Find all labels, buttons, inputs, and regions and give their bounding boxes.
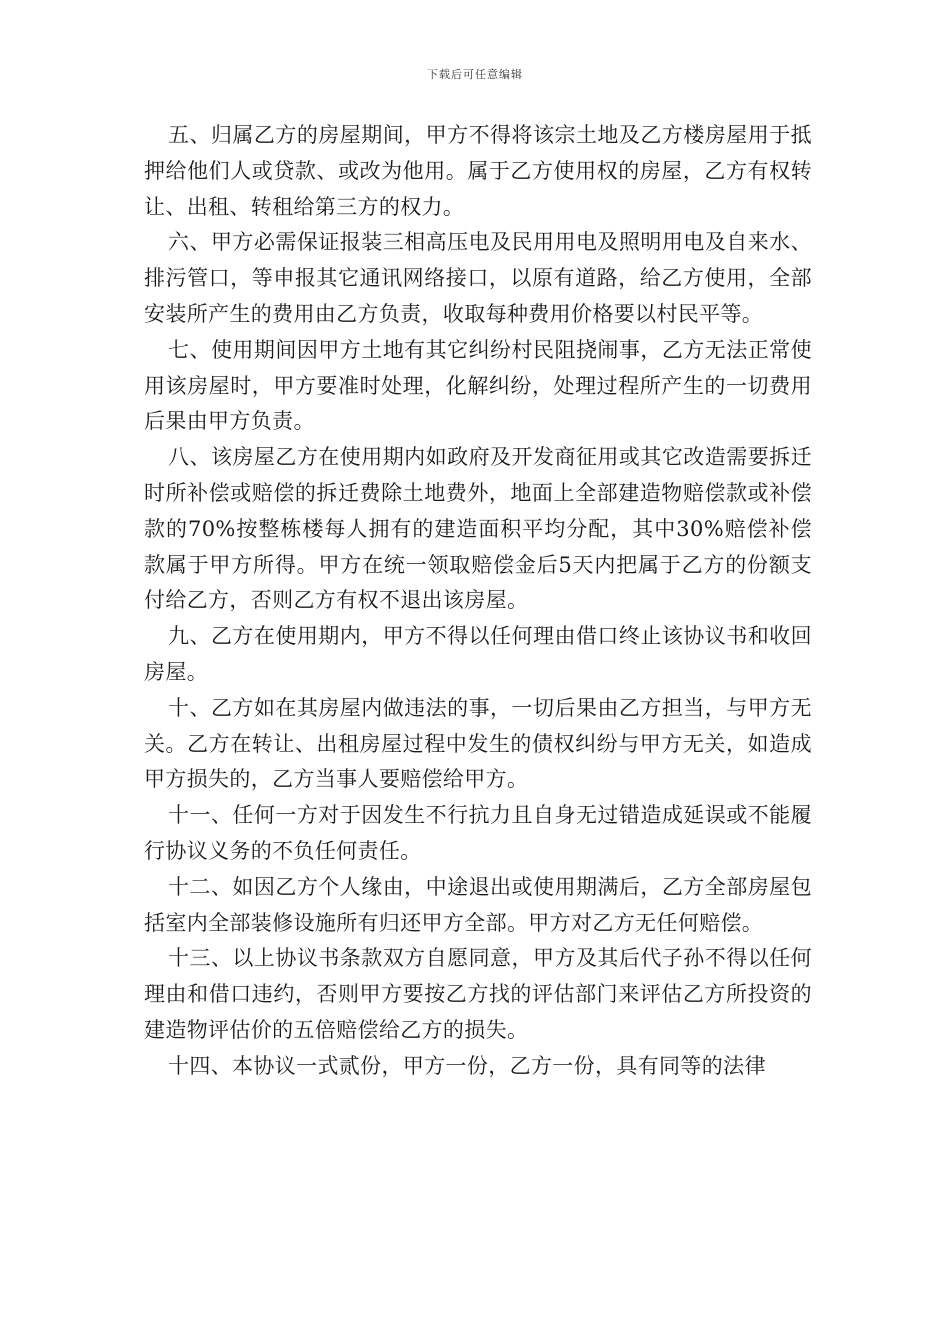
- clause-5: 五、归属乙方的房屋期间，甲方不得将该宗土地及乙方楼房屋用于抵押给他们人或贷款、或改为他用。属于乙方使用权的房屋，乙方有权转让、出租、转租给第三方的权力。: [144, 123, 812, 219]
- clause-13: 十三、以上协议书条款双方自愿同意，甲方及其后代子孙不得以任何理由和借口违约，否则甲方要按乙方找的评估部门来评估乙方所投资的建造物评估价的五倍赔偿给乙方的损失。: [144, 946, 812, 1042]
- clause-14: 十四、本协议一式贰份，甲方一份，乙方一份，具有同等的法律: [168, 1053, 766, 1078]
- page-header: 下载后可任意编辑: [427, 68, 523, 81]
- clause-8: 八、该房屋乙方在使用期内如政府及开发商征用或其它改造需要拆迁时所补偿或赔偿的拆迁费除土地费外，地面上全部建造物赔偿款或补偿款的70%按整栋楼每人拥有的建造面积平均分配，其中30%赔偿补偿款属于甲方所得。甲方在统一领取赔偿金后5天内把属于乙方的份额支付给乙方，否则乙方有权不退出该房屋。: [144, 445, 812, 613]
- document-body: [144, 118, 812, 1085]
- clause-11: 十一、任何一方对于因发生不行抗力且自身无过错造成延误或不能履行协议义务的不负任何责任。: [144, 803, 812, 863]
- clause-12: 十二、如因乙方个人缘由，中途退出或使用期满后，乙方全部房屋包括室内全部装修设施所有归还甲方全部。甲方对乙方无任何赔偿。: [144, 874, 812, 935]
- clause-10: 十、乙方如在其房屋内做违法的事，一切后果由乙方担当，与甲方无关。乙方在转让、出租房屋过程中发生的债权纠纷与甲方无关，如造成甲方损失的，乙方当事人要赔偿给甲方。: [144, 695, 812, 792]
- clause-6: 六、甲方必需保证报装三相高压电及民用用电及照明用电及自来水、排污管口，等申报其它通讯网络接口，以原有道路，给乙方使用，全部安装所产生的费用由乙方负责，收取每种费用价格要以村民平等。: [144, 230, 812, 326]
- clause-9: 九、乙方在使用期内，甲方不得以任何理由借口终止该协议书和收回房屋。: [144, 624, 812, 684]
- clause-7: 七、使用期间因甲方土地有其它纠纷村民阻挠闹事，乙方无法正常使用该房屋时，甲方要准时处理，化解纠纷，处理过程所产生的一切费用后果由甲方负责。: [144, 337, 812, 434]
